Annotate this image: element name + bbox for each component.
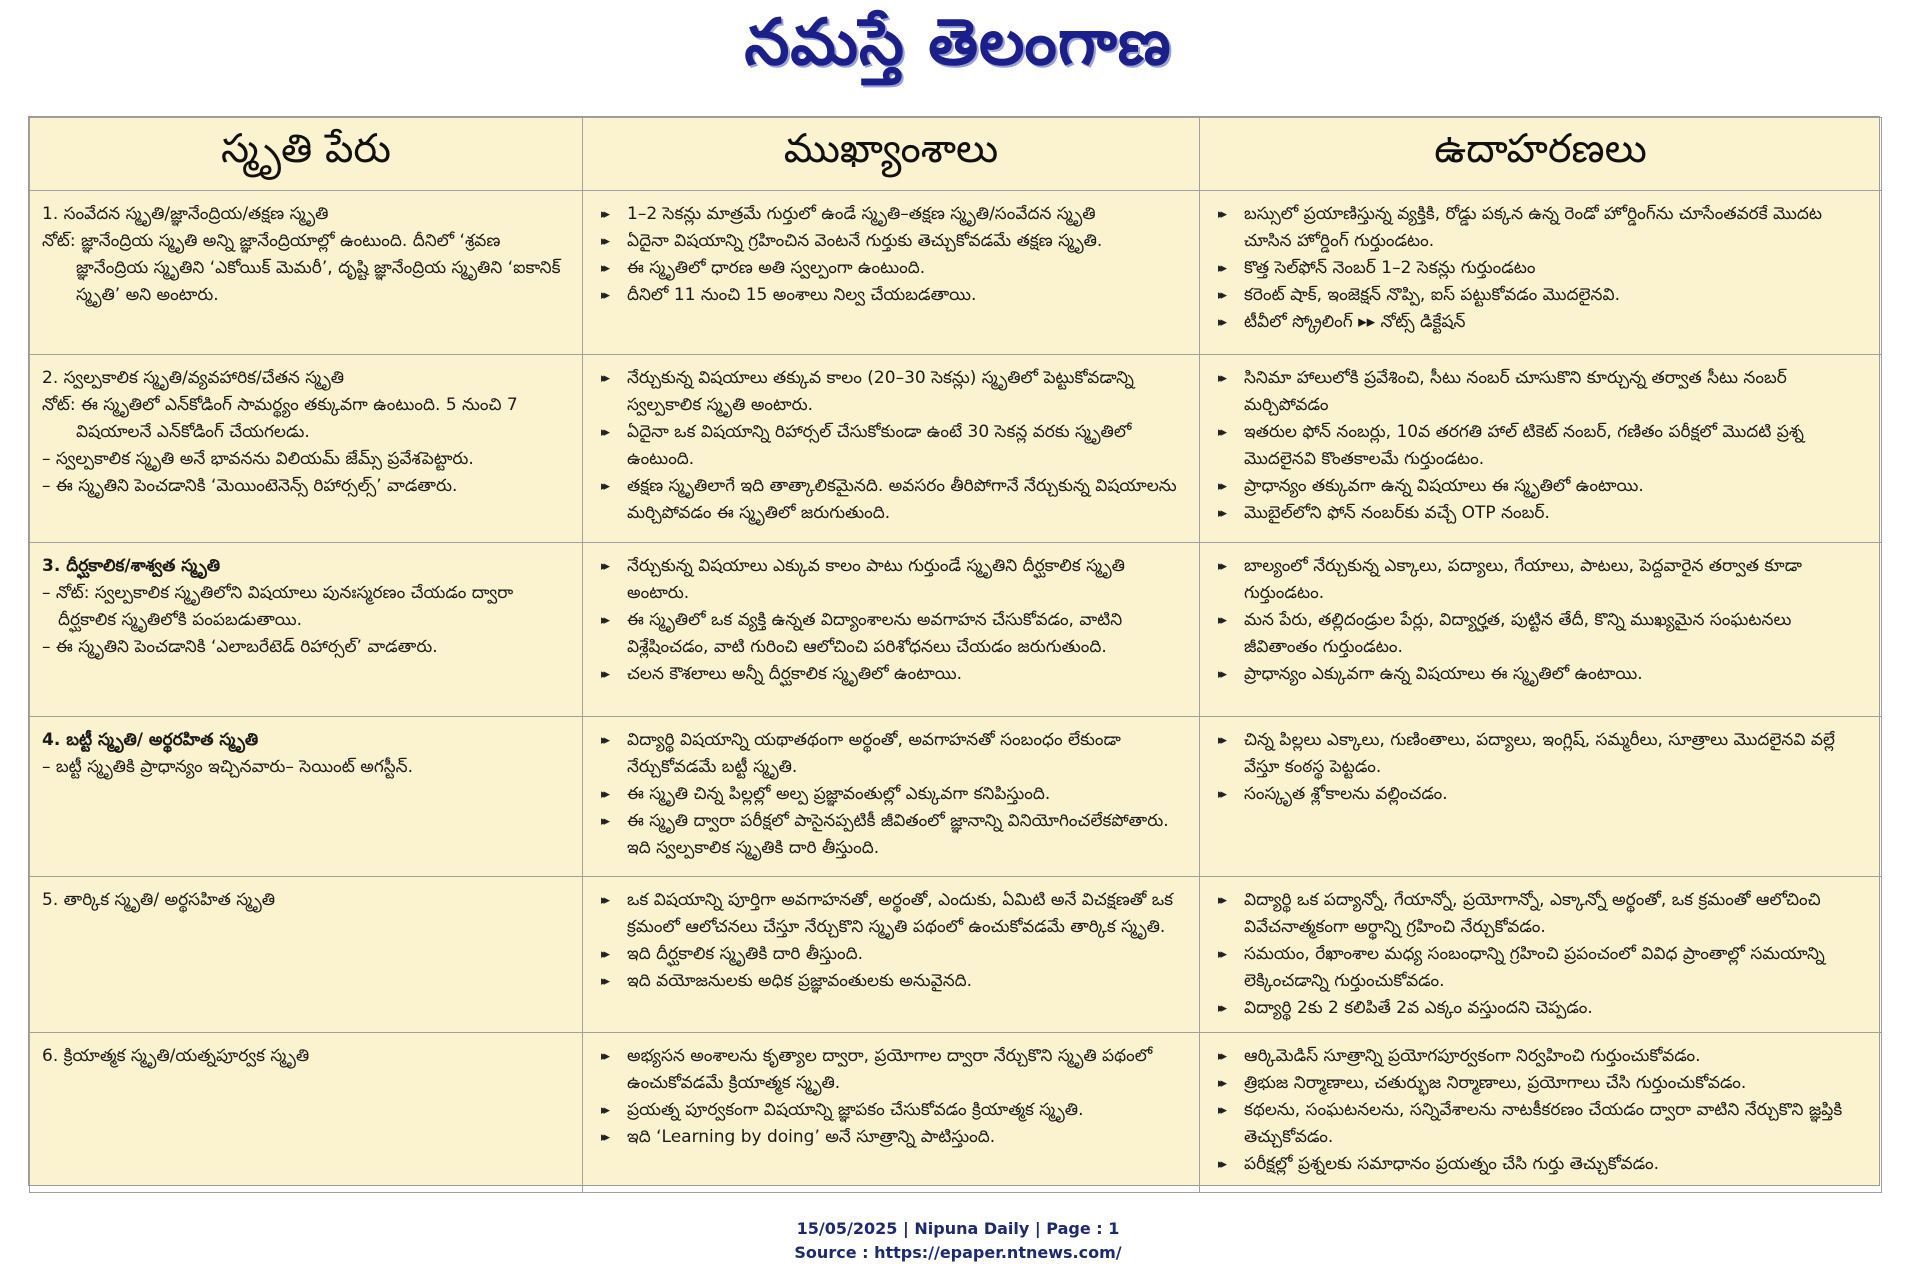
list-item xyxy=(595,1124,1187,1151)
double-arrow-bullet-icon: ▸▸ xyxy=(1218,667,1224,682)
key-point-text: ఈ స్మృతిలో ధారణ అతి స్వల్పంగా ఉంటుంది. xyxy=(627,258,926,278)
double-arrow-bullet-icon: ▸▸ xyxy=(601,261,607,276)
key-points-cell xyxy=(583,1033,1200,1193)
table-header-row xyxy=(30,118,1882,191)
double-arrow-bullet-icon: ▸▸ xyxy=(601,371,607,386)
list-item xyxy=(1212,201,1869,255)
list-item xyxy=(595,255,1187,282)
example-text: మొబైల్‌లోని ఫోన్ నంబర్‌కు వచ్చే OTP నంబర్. xyxy=(1244,503,1550,523)
key-point-text: ఇది వయోజనులకు అధిక ప్రజ్ఞావంతులకు అనువైనది. xyxy=(627,971,973,991)
example-list xyxy=(1212,887,1869,1022)
double-arrow-bullet-icon: ▸▸ xyxy=(1218,1049,1224,1064)
examples-cell xyxy=(1200,717,1882,877)
memory-title: 5. తార్కిక స్మృతి/ అర్థసహిత స్మృతి xyxy=(42,890,276,910)
list-item xyxy=(595,661,1187,688)
double-arrow-bullet-icon: ▸▸ xyxy=(601,1049,607,1064)
double-arrow-bullet-icon: ▸▸ xyxy=(601,559,607,574)
key-point-list xyxy=(595,1043,1187,1151)
list-item xyxy=(1212,1151,1869,1178)
list-item xyxy=(595,968,1187,995)
memory-title: 2. స్వల్పకాలిక స్మృతి/వ్యవహారిక/చేతన స్మృతి xyxy=(42,368,345,388)
key-point-text: ఈ స్మృతి చిన్న పిల్లల్లో అల్ప ప్రజ్ఞావంతుల్లో ఎక్కువగా కనిపిస్తుంది. xyxy=(627,784,1051,804)
key-point-text: అభ్యసన అంశాలను కృత్యాల ద్వారా, ప్రయోగాల ద్వారా నేర్చుకొని స్మృతి పథంలో ఉంచుకోవడమే క్రియాత్మక స్మృతి. xyxy=(627,1046,1153,1093)
list-item xyxy=(595,553,1187,607)
double-arrow-bullet-icon: ▸▸ xyxy=(1218,207,1224,222)
list-item xyxy=(595,473,1187,527)
list-item xyxy=(1212,661,1869,688)
double-arrow-bullet-icon: ▸▸ xyxy=(601,787,607,802)
double-arrow-bullet-icon: ▸▸ xyxy=(601,974,607,989)
list-item xyxy=(595,941,1187,968)
memory-note: – నోట్: స్వల్పకాలిక స్మృతిలోని విషయాలు పునఃస్మరణం చేయడం ద్వారా దీర్ఘకాలిక స్మృతిలోకి పంపబడుతాయి. xyxy=(42,583,514,630)
list-item xyxy=(595,808,1187,862)
memory-title: 3. దీర్ఘకాలిక/శాశ్వత స్మృతి xyxy=(42,556,221,576)
examples-cell xyxy=(1200,355,1882,543)
double-arrow-bullet-icon: ▸▸ xyxy=(1218,733,1224,748)
key-point-text: ఈ స్మృతిలో ఒక వ్యక్తి ఉన్నత విద్యాంశాలను అవగాహన చేసుకోవడం, వాటిని విశ్లేషించడం, వాటి గురించి ఆలోచించి పరిశోధనలు చేయడం జరుగుతుంది. xyxy=(627,610,1123,657)
table-row xyxy=(30,1033,1882,1193)
example-text: పరీక్షల్లో ప్రశ్నలకు సమాధానం ప్రయత్నం చేసి గుర్తు తెచ్చుకోవడం. xyxy=(1244,1154,1659,1174)
memory-name-cell xyxy=(30,877,583,1033)
key-point-text: ఒక విషయాన్ని పూర్తిగా అవగాహనతో, అర్థంతో, ఎందుకు, ఏమిటి అనే విచక్షణతో ఒక క్రమంలో ఆలోచనలు చేస్తూ నేర్చుకొని స్మృతి పథంలో ఉంచుకోవడమే తార్కిక స్మృతి. xyxy=(627,890,1174,937)
memory-name-cell xyxy=(30,543,583,717)
memory-note: నోట్: ఈ స్మృతిలో ఎన్‌కోడింగ్ సామర్థ్యం తక్కువగా ఉంటుంది. 5 నుంచి 7 విషయాలనే ఎన్‌కోడింగ్ చేయగలడు. xyxy=(42,395,518,442)
list-item xyxy=(595,201,1187,228)
list-item xyxy=(1212,887,1869,941)
example-list xyxy=(1212,727,1869,808)
table-row xyxy=(30,191,1882,355)
list-item xyxy=(1212,419,1869,473)
key-point-text: ఏదైనా విషయాన్ని గ్రహించిన వెంటనే గుర్తుకు తెచ్చుకోవడమే తక్షణ స్మృతి. xyxy=(627,231,1103,251)
table-row xyxy=(30,355,1882,543)
example-text: కొత్త సెల్‌ఫోన్ నెంబర్ 1–2 సెకన్లు గుర్తుండటం xyxy=(1244,258,1536,278)
key-points-cell xyxy=(583,355,1200,543)
memory-note: – బట్టీ స్మృతికి ప్రాధాన్యం ఇచ్చినవారు– సెయింట్ అగస్టీన్. xyxy=(42,757,414,777)
list-item xyxy=(595,887,1187,941)
double-arrow-bullet-icon: ▸▸ xyxy=(1218,506,1224,521)
double-arrow-bullet-icon: ▸▸ xyxy=(1218,425,1224,440)
memory-types-table xyxy=(29,117,1882,1193)
list-item xyxy=(1212,282,1869,309)
memory-title: 4. బట్టీ స్మృతి/ అర్థరహిత స్మృతి xyxy=(42,730,259,750)
key-point-list xyxy=(595,365,1187,527)
examples-cell xyxy=(1200,543,1882,717)
key-point-list xyxy=(595,887,1187,995)
key-point-text: విద్యార్థి విషయాన్ని యథాతథంగా అర్థంతో, అవగాహనతో సంబంధం లేకుండా నేర్చుకోవడమే బట్టీ స్మృతి. xyxy=(627,730,1121,777)
example-text: ఆర్కిమెడిస్ సూత్రాన్ని ప్రయోగపూర్వకంగా నిర్వహించి గుర్తుంచుకోవడం. xyxy=(1244,1046,1701,1066)
memory-title: 6. క్రియాత్మక స్మృతి/యత్నపూర్వక స్మృతి xyxy=(42,1046,310,1066)
key-point-text: ప్రయత్న పూర్వకంగా విషయాన్ని జ్ఞాపకం చేసుకోవడం క్రియాత్మక స్మృతి. xyxy=(627,1100,1084,1120)
key-point-text: దీనిలో 11 నుంచి 15 అంశాలు నిల్వ చేయబడతాయి. xyxy=(627,285,977,305)
examples-cell xyxy=(1200,191,1882,355)
example-text: కథలను, సంఘటనలను, సన్నివేశాలను నాటకీకరణం చేయడం ద్వారా వాటిని నేర్చుకొని జ్ఞప్తికి తెచ్చుకోవడం. xyxy=(1244,1100,1843,1147)
list-item xyxy=(595,607,1187,661)
double-arrow-bullet-icon: ▸▸ xyxy=(1218,1103,1224,1118)
key-point-list xyxy=(595,201,1187,309)
example-text: విద్యార్థి 2కు 2 కలిపితే 2వ ఎక్కం వస్తుందని చెప్పడం. xyxy=(1244,998,1593,1018)
list-item xyxy=(595,228,1187,255)
key-point-text: ఏదైనా ఒక విషయాన్ని రిహార్సల్ చేసుకోకుండా ఉంటే 30 సెకన్ల వరకు స్మృతిలో ఉంటుంది. xyxy=(627,422,1132,469)
masthead-logo: నమస్తే తెలంగాణ xyxy=(744,6,1172,80)
footer-date-page: 15/05/2025 | Nipuna Daily | Page : 1 xyxy=(796,1219,1120,1238)
memory-name-cell xyxy=(30,717,583,877)
double-arrow-bullet-icon: ▸▸ xyxy=(1218,893,1224,908)
example-text: సినిమా హాలులోకి ప్రవేశించి, సీటు నంబర్ చూసుకొని కూర్చున్న తర్వాత సీటు నంబర్ మర్చిపోవడం xyxy=(1244,368,1787,415)
example-text: బాల్యంలో నేర్చుకున్న ఎక్కాలు, పద్యాలు, గేయాలు, పాటలు, పెద్దవారైన తర్వాత కూడా గుర్తుండటం. xyxy=(1244,556,1802,603)
memory-note: – ఈ స్మృతిని పెంచడానికి ‘మెయింటెనెన్స్ రిహార్సల్స్’ వాడతారు. xyxy=(42,476,458,496)
key-point-text: ఇది ‘Learning by doing’ అనే సూత్రాన్ని పాటిస్తుంది. xyxy=(627,1127,996,1147)
double-arrow-bullet-icon: ▸▸ xyxy=(601,234,607,249)
table-row xyxy=(30,543,1882,717)
list-item xyxy=(595,1043,1187,1097)
example-list xyxy=(1212,201,1869,336)
memory-name-cell xyxy=(30,1033,583,1193)
memory-title: 1. సంవేదన స్మృతి/జ్ఞానేంద్రియ/తక్షణ స్మృతి xyxy=(42,204,329,224)
double-arrow-bullet-icon: ▸▸ xyxy=(601,1103,607,1118)
double-arrow-bullet-icon: ▸▸ xyxy=(601,613,607,628)
memory-name-cell xyxy=(30,355,583,543)
list-item xyxy=(1212,941,1869,995)
list-item xyxy=(1212,365,1869,419)
memory-note: నోట్: జ్ఞానేంద్రియ స్మృతి అన్ని జ్ఞానేంద్రియాల్లో ఉంటుంది. దీనిలో ‘శ్రవణ జ్ఞానేంద్రియ స్మృతిని ‘ఎకోయిక్ మెమరీ’, దృష్టి జ్ఞానేంద్రియ స్మృతిని ‘ఐకానిక్ స్మృతి’ అని అంటారు. xyxy=(42,231,561,305)
examples-cell xyxy=(1200,1033,1882,1193)
key-point-text: తక్షణ స్మృతిలాగే ఇది తాత్కాలికమైనది. అవసరం తీరిపోగానే నేర్చుకున్న విషయాలను మర్చిపోవడం ఈ స్మృతిలో జరుగుతుంది. xyxy=(627,476,1177,523)
double-arrow-bullet-icon: ▸▸ xyxy=(1218,315,1224,330)
key-points-cell xyxy=(583,543,1200,717)
list-item xyxy=(595,365,1187,419)
double-arrow-bullet-icon: ▸▸ xyxy=(1218,261,1224,276)
table-row xyxy=(30,877,1882,1033)
example-list xyxy=(1212,365,1869,527)
list-item xyxy=(595,781,1187,808)
list-item xyxy=(1212,1070,1869,1097)
example-text: త్రిభుజ నిర్మాణాలు, చతుర్భుజ నిర్మాణాలు, ప్రయోగాలు చేసి గుర్తుంచుకోవడం. xyxy=(1244,1073,1747,1093)
table-row xyxy=(30,717,1882,877)
example-list xyxy=(1212,553,1869,688)
header-memory-name: స్మృతి పేరు xyxy=(30,118,583,191)
double-arrow-bullet-icon: ▸▸ xyxy=(1218,947,1224,962)
example-text: మన పేరు, తల్లిదండ్రుల పేర్లు, విద్యార్హత, పుట్టిన తేదీ, కొన్ని ముఖ్యమైన సంఘటనలు జీవితాంతం గుర్తుండటం. xyxy=(1244,610,1792,657)
example-text: సంస్కృత శ్లోకాలను వల్లించడం. xyxy=(1244,784,1448,804)
example-text: విద్యార్థి ఒక పద్యాన్నో, గేయాన్నో, ప్రయోగాన్నో, ఎక్కాన్నో అర్థంతో, ఒక క్రమంతో ఆలోచించి వివేచనాత్మకంగా అర్థాన్ని గ్రహించి నేర్చుకోవడం. xyxy=(1244,890,1821,937)
list-item xyxy=(595,1097,1187,1124)
double-arrow-bullet-icon: ▸▸ xyxy=(601,207,607,222)
key-point-list xyxy=(595,553,1187,688)
list-item xyxy=(595,727,1187,781)
key-point-text: ఇది దీర్ఘకాలిక స్మృతికి దారి తీస్తుంది. xyxy=(627,944,864,964)
double-arrow-bullet-icon: ▸▸ xyxy=(601,947,607,962)
example-text: ప్రాధాన్యం తక్కువగా ఉన్న విషయాలు ఈ స్మృతిలో ఉంటాయి. xyxy=(1244,476,1644,496)
list-item xyxy=(1212,553,1869,607)
list-item xyxy=(1212,727,1869,781)
header-examples: ఉదాహరణలు xyxy=(1200,118,1882,191)
list-item xyxy=(595,419,1187,473)
example-text: చిన్న పిల్లలు ఎక్కాలు, గుణింతాలు, పద్యాలు, ఇంగ్లిష్, సమ్మరీలు, సూత్రాలు మొదలైనవి వల్లే వేస్తూ కంఠస్థ పెట్టడం. xyxy=(1244,730,1835,777)
key-point-text: నేర్చుకున్న విషయాలు తక్కువ కాలం (20–30 సెకన్లు) స్మృతిలో పెట్టుకోవడాన్ని స్వల్పకాలిక స్మృతి అంటారు. xyxy=(627,368,1134,415)
example-text: సమయం, రేఖాంశాల మధ్య సంబంధాన్ని గ్రహించి ప్రపంచంలో వివిధ ప్రాంతాల్లో సమయాన్ని లెక్కించడాన్ని గుర్తుంచుకోవడం. xyxy=(1244,944,1825,991)
list-item xyxy=(1212,473,1869,500)
double-arrow-bullet-icon: ▸▸ xyxy=(601,667,607,682)
list-item xyxy=(1212,500,1869,527)
key-point-text: నేర్చుకున్న విషయాలు ఎక్కువ కాలం పాటు గుర్తుండే స్మృతిని దీర్ఘకాలిక స్మృతి అంటారు. xyxy=(627,556,1125,603)
double-arrow-bullet-icon: ▸▸ xyxy=(601,893,607,908)
example-text: ఇతరుల ఫోన్ నంబర్లు, 10వ తరగతి హాల్ టికెట్ నంబర్, గణితం పరీక్షలో మొదటి ప్రశ్న మొదలైనవి కొంతకాలమే గుర్తుండటం. xyxy=(1244,422,1804,469)
example-list xyxy=(1212,1043,1869,1178)
key-point-text: ఈ స్మృతి ద్వారా పరీక్షలో పాసైనప్పటికీ జీవితంలో జ్ఞానాన్ని వినియోగించలేకపోతారు. ఇది స్వల్పకాలిక స్మృతికి దారి తీస్తుంది. xyxy=(627,811,1169,858)
footer-source: Source : https://epaper.ntnews.com/ xyxy=(794,1243,1122,1262)
key-points-cell xyxy=(583,191,1200,355)
double-arrow-bullet-icon: ▸▸ xyxy=(601,733,607,748)
list-item xyxy=(1212,309,1869,336)
list-item xyxy=(1212,1043,1869,1070)
double-arrow-bullet-icon: ▸▸ xyxy=(601,814,607,829)
key-point-list xyxy=(595,727,1187,862)
key-point-text: 1–2 సెకన్లు మాత్రమే గుర్తులో ఉండే స్మృతి–తక్షణ స్మృతి/సంవేదన స్మృతి xyxy=(627,204,1096,224)
double-arrow-bullet-icon: ▸▸ xyxy=(1218,1001,1224,1016)
example-text: బస్సులో ప్రయాణిస్తున్న వ్యక్తికి, రోడ్డు పక్కన ఉన్న రెండో హోర్డింగ్‌ను చూసేంతవరకే మొదట చూసిన హోర్డింగ్ గుర్తుండటం. xyxy=(1244,204,1823,251)
key-point-text: చలన కౌశలాలు అన్నీ దీర్ఘకాలిక స్మృతిలో ఉంటాయి. xyxy=(627,664,963,684)
list-item xyxy=(1212,995,1869,1022)
example-text: కరెంట్ షాక్, ఇంజెక్షన్ నొప్పి, ఐస్ పట్టుకోవడం మొదలైనవి. xyxy=(1244,285,1620,305)
double-arrow-bullet-icon: ▸▸ xyxy=(1218,479,1224,494)
double-arrow-bullet-icon: ▸▸ xyxy=(601,425,607,440)
header-key-points: ముఖ్యాంశాలు xyxy=(583,118,1200,191)
double-arrow-bullet-icon: ▸▸ xyxy=(1218,613,1224,628)
memory-note: – ఈ స్మృతిని పెంచడానికి ‘ఎలాబరేటెడ్ రిహార్సల్’ వాడతారు. xyxy=(42,637,438,657)
double-arrow-bullet-icon: ▸▸ xyxy=(601,1130,607,1145)
double-arrow-bullet-icon: ▸▸ xyxy=(1218,288,1224,303)
key-points-cell xyxy=(583,877,1200,1033)
memory-types-table-panel xyxy=(28,116,1880,1186)
double-arrow-bullet-icon: ▸▸ xyxy=(1218,787,1224,802)
list-item xyxy=(1212,781,1869,808)
double-arrow-bullet-icon: ▸▸ xyxy=(1218,559,1224,574)
double-arrow-bullet-icon: ▸▸ xyxy=(1218,1076,1224,1091)
list-item xyxy=(1212,1097,1869,1151)
list-item xyxy=(595,282,1187,309)
double-arrow-bullet-icon: ▸▸ xyxy=(1218,1157,1224,1172)
memory-note: – స్వల్పకాలిక స్మృతి అనే భావనను విలియమ్ జేమ్స్ ప్రవేశపెట్టారు. xyxy=(42,449,474,469)
double-arrow-bullet-icon: ▸▸ xyxy=(601,288,607,303)
list-item xyxy=(1212,607,1869,661)
example-text: ప్రాధాన్యం ఎక్కువగా ఉన్న విషయాలు ఈ స్మృతిలో ఉంటాయి. xyxy=(1244,664,1643,684)
example-text: టీవీలో స్క్రోలింగ్ ▸▸ నోట్స్ డిక్టేషన్ xyxy=(1244,312,1466,332)
memory-name-cell xyxy=(30,191,583,355)
list-item xyxy=(1212,255,1869,282)
examples-cell xyxy=(1200,877,1882,1033)
double-arrow-bullet-icon: ▸▸ xyxy=(601,479,607,494)
double-arrow-bullet-icon: ▸▸ xyxy=(1218,371,1224,386)
key-points-cell xyxy=(583,717,1200,877)
